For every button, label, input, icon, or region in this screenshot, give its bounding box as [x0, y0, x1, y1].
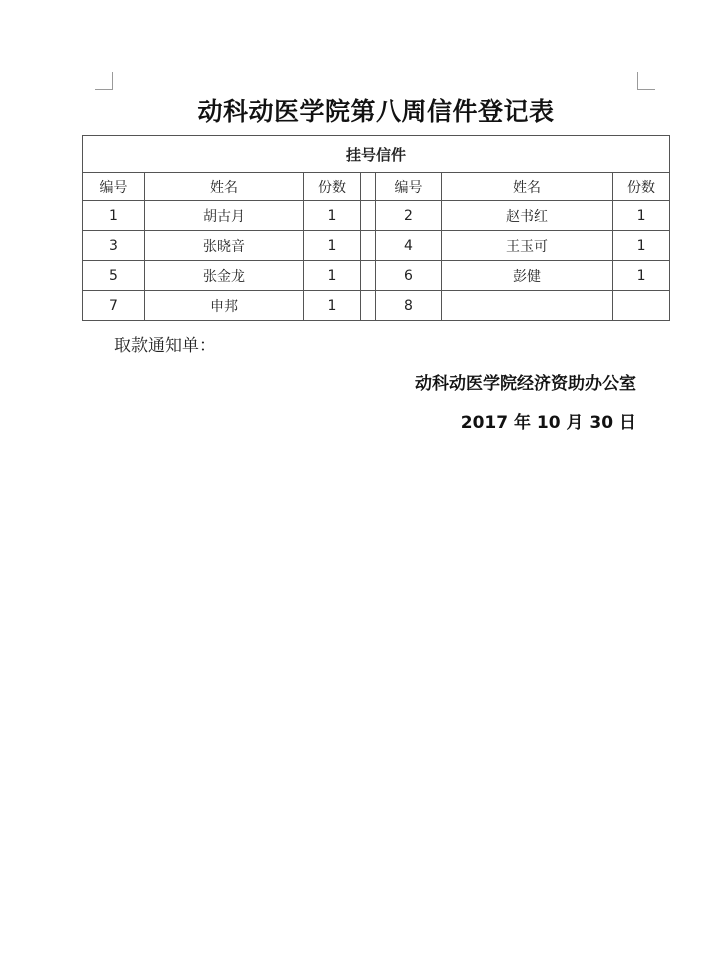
number-cell: 8: [376, 291, 442, 321]
spacer-cell: [361, 231, 376, 261]
table-row: [83, 231, 670, 261]
crop-mark-top-right: [637, 72, 655, 90]
count-cell: 1: [613, 261, 670, 291]
spacer-cell: [361, 173, 376, 201]
table-row: [83, 291, 670, 321]
number-cell: 3: [83, 231, 145, 261]
document-title: 动科动医学院第八周信件登记表: [197, 97, 555, 126]
column-header-name-right: 姓名: [442, 173, 613, 201]
count-cell: 1: [304, 291, 361, 321]
number-cell: 2: [376, 201, 442, 231]
name-cell: [442, 291, 613, 321]
receipt-notice-label: 取款通知单：: [114, 336, 216, 356]
count-cell: 1: [304, 261, 361, 291]
column-header-name-left: 姓名: [145, 173, 304, 201]
number-cell: 7: [83, 291, 145, 321]
name-cell: 赵书红: [442, 201, 613, 231]
name-cell: 胡古月: [145, 201, 304, 231]
count-cell: 1: [304, 201, 361, 231]
crop-mark-top-left: [95, 72, 113, 90]
name-cell: 王玉可: [442, 231, 613, 261]
number-cell: 4: [376, 231, 442, 261]
column-header-number-right: 编号: [376, 173, 442, 201]
table-row: [83, 261, 670, 291]
name-cell: 张晓音: [145, 231, 304, 261]
document-date: 2017 年 10 月 30 日: [460, 413, 636, 433]
number-cell: 6: [376, 261, 442, 291]
registration-table: [82, 135, 670, 321]
column-header-count-right: 份数: [613, 173, 670, 201]
count-cell: 1: [613, 201, 670, 231]
spacer-cell: [361, 201, 376, 231]
column-header-count-left: 份数: [304, 173, 361, 201]
name-cell: 彭健: [442, 261, 613, 291]
office-signature: 动科动医学院经济资助办公室: [415, 374, 636, 394]
name-cell: 申邦: [145, 291, 304, 321]
number-cell: 5: [83, 261, 145, 291]
number-cell: 1: [83, 201, 145, 231]
spacer-cell: [361, 261, 376, 291]
spacer-cell: [361, 291, 376, 321]
header-row: [83, 173, 670, 201]
count-cell: [613, 291, 670, 321]
table-row: [83, 201, 670, 231]
count-cell: 1: [613, 231, 670, 261]
count-cell: 1: [304, 231, 361, 261]
column-header-number-left: 编号: [83, 173, 145, 201]
section-title: 挂号信件: [83, 136, 670, 173]
name-cell: 张金龙: [145, 261, 304, 291]
